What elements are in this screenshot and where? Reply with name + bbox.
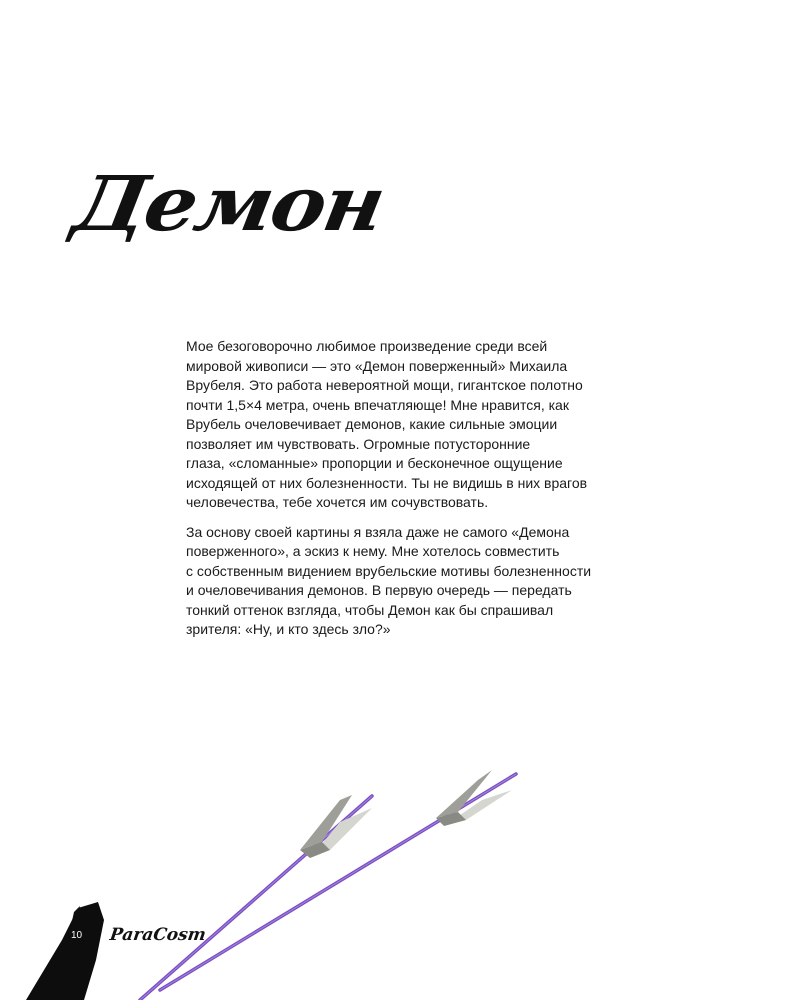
text-line: Врубеля. Это работа невероятной мощи, гигантское полотно [186, 377, 583, 393]
text-line: Мое безоговорочно любимое произведение среди всей [186, 338, 548, 354]
text-line: Врубель очеловечивает демонов, какие сильные эмоции [186, 416, 558, 432]
page-number: 10 [71, 930, 83, 941]
text-line: почти 1,5×4 метра, очень впечатляюще! Мне нравится, как [186, 396, 569, 413]
text-line: тонкий оттенок взгляда, чтобы Демон как бы спрашивал [186, 601, 554, 618]
text-line: позволяет им чувствовать. Огромные потусторонние [186, 435, 531, 452]
text-line: мировой живописи — это «Демон поверженный» Михаила [186, 357, 568, 374]
text-line: За основу своей картины я взяла даже не самого «Демона [186, 523, 570, 540]
brand-logo: ParaCosm [108, 925, 208, 945]
text-line: поверженного», а эскиз к нему. Мне хотелось совместить [186, 543, 560, 559]
page-title: Демон [66, 160, 390, 249]
text-line: человечества, тебе хочется им сочувствовать. [186, 494, 489, 510]
text-line: с собственным видением врубельские мотивы болезненности [186, 562, 592, 579]
brush-stroke [26, 902, 104, 1000]
text-line: исходящей от них болезненности. Ты не видишь в них врагов [186, 474, 588, 491]
text-line: и очеловечивания демонов. В первую очередь — передать [186, 582, 572, 598]
text-line: глаза, «сломанные» пропорции и бесконечное ощущение [186, 455, 563, 471]
text-line: зрителя: «Ну, и кто здесь зло?» [186, 621, 391, 637]
